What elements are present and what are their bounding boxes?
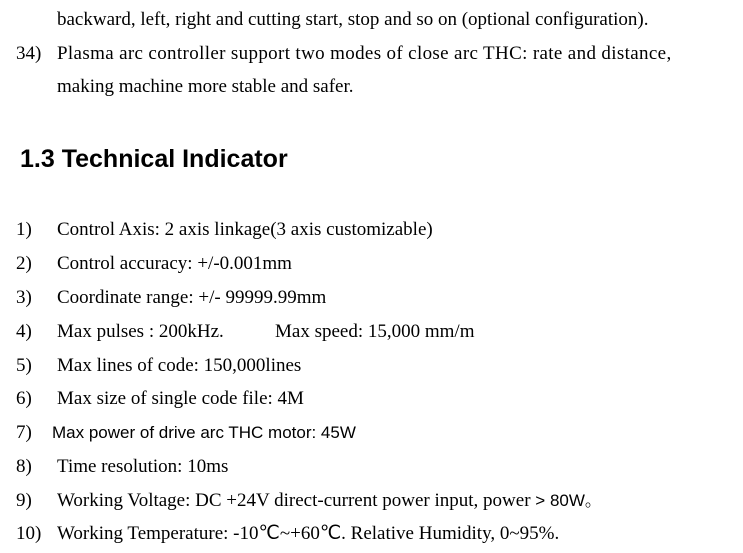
list-item-text: Working Temperature: -10℃~+60℃. Relative Humidity, 0~95%. bbox=[57, 523, 560, 544]
list-item-number: 3) bbox=[16, 287, 32, 308]
list-item-number: 10) bbox=[16, 523, 42, 544]
list-item-text: Control Axis: 2 axis linkage(3 axis customizable) bbox=[57, 219, 433, 240]
list-item-text: Control accuracy: +/-0.001mm bbox=[57, 253, 292, 274]
list-item-text: Plasma arc controller support two modes of close arc THC: rate and distance, bbox=[57, 43, 672, 64]
list-item-text-serif: Working Voltage: DC +24V direct-current power input, power bbox=[57, 490, 536, 511]
section-heading: 1.3 Technical Indicator bbox=[20, 145, 288, 173]
list-item-text-continued: making machine more stable and safer. bbox=[57, 76, 354, 97]
list-item-text bbox=[57, 489, 602, 513]
list-item-number: 34) bbox=[16, 43, 42, 64]
list-item-number: 1) bbox=[16, 219, 32, 240]
list-item-text: Time resolution: 10ms bbox=[57, 456, 229, 477]
list-item-text: Coordinate range: +/- 99999.99mm bbox=[57, 287, 327, 308]
list-item-number: 4) bbox=[16, 321, 32, 342]
list-item-number: 9) bbox=[16, 490, 32, 511]
list-item-number: 5) bbox=[16, 355, 32, 376]
continued-text-line: backward, left, right and cutting start, stop and so on (optional configuration). bbox=[57, 9, 649, 30]
list-item-number: 7) bbox=[16, 422, 32, 443]
list-item-text: Max size of single code file: 4M bbox=[57, 388, 304, 409]
list-item-text: Max pulses : 200kHz. bbox=[57, 321, 224, 342]
list-item-text-secondary: Max speed: 15,000 mm/m bbox=[275, 321, 475, 342]
list-item-text: Max power of drive arc THC motor: 45W bbox=[52, 423, 356, 442]
list-item-number: 2) bbox=[16, 253, 32, 274]
list-item-number: 8) bbox=[16, 456, 32, 477]
list-item-number: 6) bbox=[16, 388, 32, 409]
list-item-text-sans: > 80W。 bbox=[535, 491, 602, 510]
list-item-text: Max lines of code: 150,000lines bbox=[57, 355, 302, 376]
